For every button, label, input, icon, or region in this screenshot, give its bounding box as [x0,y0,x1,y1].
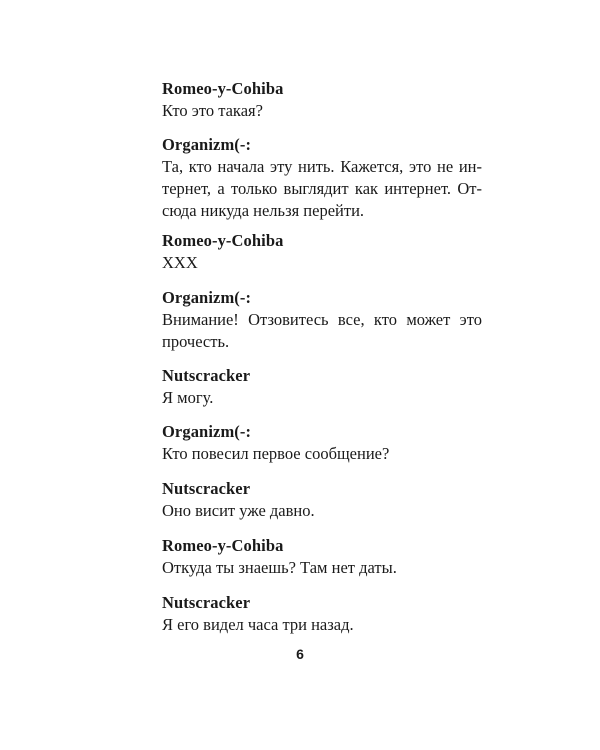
dialogue-entry [162,287,482,353]
dialogue-entry [162,421,482,465]
dialogue-entry [162,78,482,122]
speaker-name: Romeo-y-Cohiba [162,536,284,555]
speaker-name: Nutscracker [162,593,251,612]
dialogue-entry [162,134,482,222]
speaker-name: Romeo-y-Cohiba [162,79,284,98]
speaker-name: Romeo-y-Cohiba [162,231,284,250]
dialogue-entry [162,592,482,636]
dialogue-line: Я его видел часа три назад. [162,615,354,634]
dialogue-line: Та, кто начала эту нить. Кажется, это не ин- [162,157,482,176]
dialogue-entry [162,230,482,274]
dialogue-line: прочесть. [162,332,230,351]
dialogue-line: Внимание! Отзовитесь все, кто может это [162,310,482,329]
speaker-name: Organizm(-: [162,135,252,154]
speaker-name: Nutscracker [162,366,251,385]
dialogue-line: XXX [162,253,198,272]
dialogue-line: тернет, а только выглядит как интернет. От- [162,179,482,198]
dialogue-line: сюда никуда нельзя перейти. [162,201,365,220]
dialogue-entry [162,365,482,409]
dialogue-line: Откуда ты знаешь? Там нет даты. [162,558,397,577]
dialogue-entry [162,535,482,579]
dialogue-line: Оно висит уже давно. [162,501,315,520]
dialogue-line: Кто это такая? [162,101,263,120]
dialogue-line: Кто повесил первое сообщение? [162,444,390,463]
page-number: 6 [296,646,304,662]
speaker-name: Organizm(-: [162,422,252,441]
dialogue-entry [162,478,482,522]
speaker-name: Nutscracker [162,479,251,498]
dialogue-line: Я могу. [162,388,214,407]
speaker-name: Organizm(-: [162,288,252,307]
